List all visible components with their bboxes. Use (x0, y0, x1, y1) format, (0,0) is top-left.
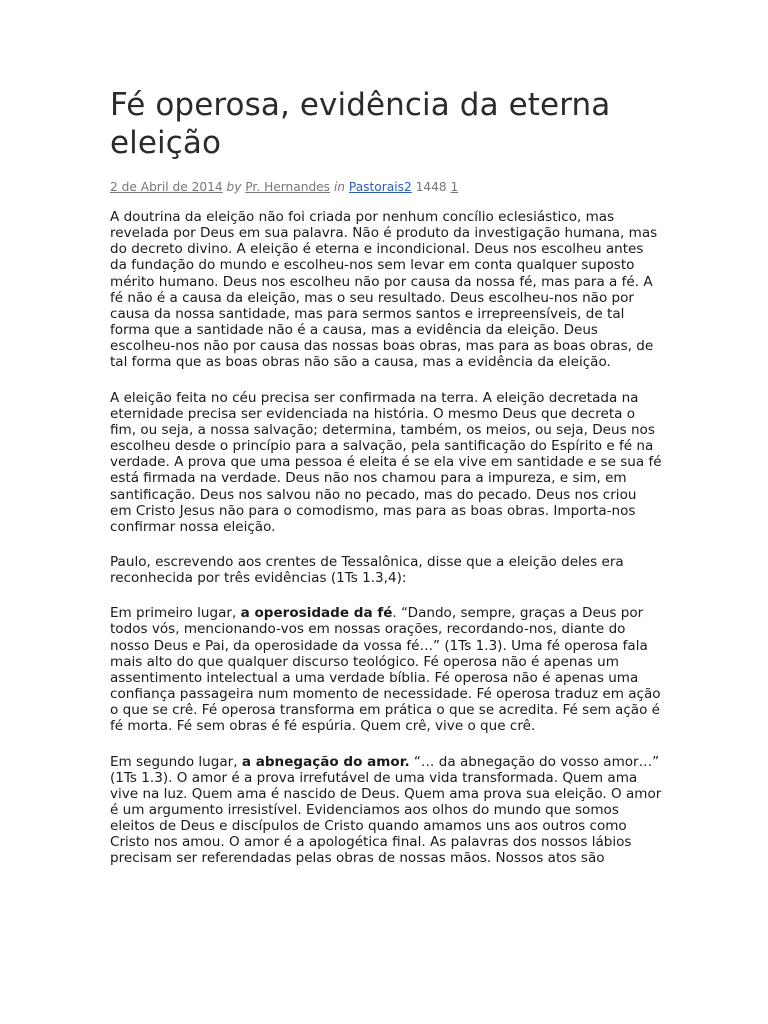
paragraph (110, 605, 662, 734)
author-link[interactable]: Pr. Hernandes (245, 180, 331, 194)
paragraph (110, 554, 662, 586)
post-date-link[interactable]: 2 de Abril de 2014 (110, 180, 223, 194)
paragraph-text: A eleição feita no céu precisa ser confirmada na terra. A eleição decretada na eternidade precisa ser evidenciada na história. O mesmo Deus que decreta o fim, ou seja, a nossa salvação; determina, também, os meios, ou seja, Deus nos escolheu desde o princípio para a salvação, pela santificação do Espírito e fé na verdade. A prova que uma pessoa é eleita é se ela vive em santidade e se sua fé está firmada na verdade. Deus não nos chamou para a impureza, e sim, em santificação. Deus nos salvou não no pecado, mas do pecado. Deus nos criou em Cristo Jesus não para o comodismo, mas para as boas obras. Importa-nos confirmar nossa eleição. (110, 389, 662, 535)
paragraph (110, 754, 662, 867)
paragraph-text: . “Dando, sempre, graças a Deus por todos vós, mencionando-vos em nossas orações, recordando-nos, diante do nosso Deus e Pai, da operosidade da vossa fé…” (1Ts 1.3). Uma fé operosa fala mais alto do que qualquer discurso teológico. Fé operosa não é apenas um assentimento intelectual a uma verdade bíblia. Fé operosa não é apenas uma confiança passageira num momento de necessidade. Fé operosa traduz em ação o que se crê. Fé operosa transforma em prática o que se acredita. Fé sem ação é fé morta. Fé sem obras é fé espúria. Quem crê, vive o que crê. (110, 605, 661, 735)
in-label: in (333, 180, 346, 194)
paragraph-emphasis: a operosidade da fé (240, 605, 393, 622)
paragraph-lead: Em segundo lugar, (110, 753, 242, 770)
paragraph-text: Paulo, escrevendo aos crentes de Tessalônica, disse que a eleição deles era reconhecida por três evidências (1Ts 1.3,4): (110, 553, 624, 587)
paragraph-text: “… da abnegação do vosso amor…” (1Ts 1.3). O amor é a prova irrefutável de uma vida transformada. Quem ama vive na luz. Quem ama é nascido de Deus. Quem ama prova sua eleição. O amor é um argumento irresistível. Evidenciamos aos olhos do mundo que somos eleitos de Deus e discípulos de Cristo quando amamos uns aos outros como Cristo nos amou. O amor é a apologética final. As palavras dos nossos lábios precisam ser referendadas pelas obras de nossas mãos. Nossos atos são (110, 753, 662, 867)
paragraph-lead: Em primeiro lugar, (110, 605, 241, 622)
article-body (110, 209, 662, 867)
paragraph-emphasis: a abnegação do amor. (241, 753, 410, 770)
article (110, 86, 662, 886)
view-count: 1448 (415, 180, 447, 194)
comment-count-link[interactable]: 1 (450, 180, 459, 194)
by-label: by (226, 180, 242, 194)
paragraph-text: A doutrina da eleição não foi criada por nenhum concílio eclesiástico, mas revelada por Deus em sua palavra. Não é produto da investigação humana, mas do decreto divino. A eleição é eterna e incondicional. Deus nos escolheu antes da fundação do mundo e escolheu-nos sem levar em conta qualquer suposto mérito humano. Deus nos escolheu não por causa da nossa fé, mas para a fé. A fé não é a causa da eleição, mas o seu resultado. Deus escolheu-nos não por causa da nossa santidade, mas para sermos santos e irrepreensíveis, de tal forma que a santidade não é a causa, mas a evidência da eleição. Deus escolheu-nos não por causa das nossas boas obras, mas para as boas obras, de tal forma que as boas obras não são a causa, mas a evidência da eleição. (110, 209, 658, 371)
paragraph (110, 209, 662, 371)
category-link[interactable]: Pastorais2 (348, 180, 412, 194)
article-title: Fé operosa, evidência da eterna eleição (110, 87, 611, 161)
post-meta (110, 179, 662, 195)
paragraph (110, 390, 662, 535)
